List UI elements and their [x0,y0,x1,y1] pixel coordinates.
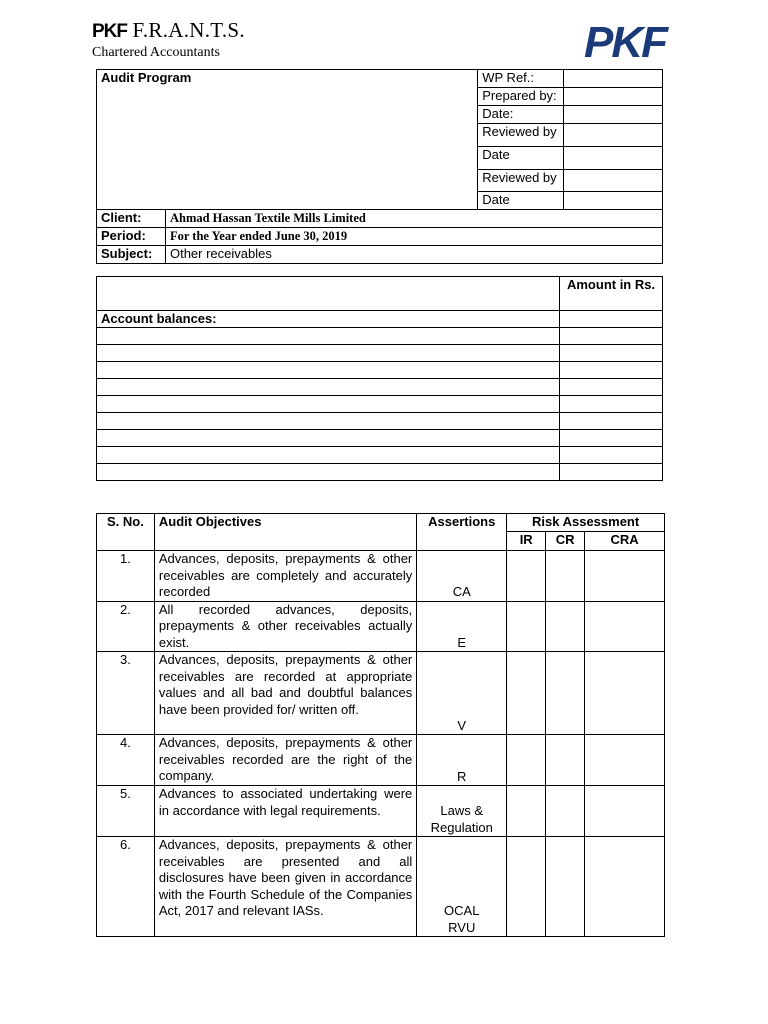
cr-cell [546,652,585,735]
reviewed-by-label-2: Reviewed by [478,170,564,192]
account-balances-label: Account balances: [97,311,560,328]
cra-cell [585,786,665,837]
objective-row [97,652,665,735]
balance-row [97,430,663,447]
ir-header: IR [507,532,546,551]
date-value-1 [564,106,663,124]
period-value: For the Year ended June 30, 2019 [165,228,662,246]
objective-text: Advances, deposits, prepayments & other receivables recorded are the right of the company. [154,735,416,786]
prepared-by-label: Prepared by: [478,88,564,106]
ir-cell [507,837,546,937]
cr-cell [546,601,585,652]
cra-cell [585,551,665,602]
objective-sno: 1. [97,551,155,602]
balance-row [97,345,663,362]
objective-assertion: E [417,601,507,652]
reviewed-by-value-1 [564,124,663,147]
subject-label: Subject: [97,246,166,264]
firm-header [92,18,245,61]
objective-row [97,601,665,652]
date-value-2 [564,147,663,170]
objective-sno: 2. [97,601,155,652]
objectives-header: Audit Objectives [154,514,416,551]
wp-ref-value [564,70,663,88]
ir-cell [507,551,546,602]
balance-row [97,413,663,430]
cra-cell [585,601,665,652]
audit-program-info-table [96,69,663,264]
prepared-by-value [564,88,663,106]
cr-cell [546,786,585,837]
objective-text: All recorded advances, deposits, prepayments & other receivables actually exist. [154,601,416,652]
account-balances-table [96,276,663,481]
balance-row [97,362,663,379]
audit-objectives-table [96,513,665,937]
reviewed-by-value-2 [564,170,663,192]
cra-header: CRA [585,532,665,551]
objective-row [97,786,665,837]
balance-row [97,447,663,464]
pkf-logo-text: PKF [584,18,666,67]
audit-program-title: Audit Program [97,70,478,210]
objective-assertion: CA [417,551,507,602]
balance-row [97,379,663,396]
date-label-3: Date [478,192,564,210]
assertions-header: Assertions [417,514,507,551]
sno-header: S. No. [97,514,155,551]
period-label: Period: [97,228,166,246]
cr-header: CR [546,532,585,551]
pkf-logo [584,18,680,68]
firm-subtitle: Chartered Accountants [92,45,220,60]
ir-cell [507,786,546,837]
balance-row [97,464,663,481]
risk-assessment-header: Risk Assessment [507,514,665,532]
cra-cell [585,735,665,786]
balance-amount [560,311,663,328]
balance-row [97,328,663,345]
objective-text: Advances, deposits, prepayments & other receivables are completely and accurately recorded [154,551,416,602]
firm-name: PKF F.R.A.N.T.S. [92,18,245,42]
objective-assertion: R [417,735,507,786]
ir-cell [507,601,546,652]
objective-assertion: V [417,652,507,735]
wp-ref-label: WP Ref.: [478,70,564,88]
reviewed-by-label-1: Reviewed by [478,124,564,147]
date-label-1: Date: [478,106,564,124]
objective-assertion: Laws & Regulation [417,786,507,837]
objective-text: Advances, deposits, prepayments & other receivables are presented and all disclosures have been given in accordance with the Fourth Schedule of the Companies Act, 2017 and relevant IASs. [154,837,416,937]
ir-cell [507,652,546,735]
cr-cell [546,735,585,786]
objective-text: Advances, deposits, prepayments & other receivables are recorded at appropriate values and all bad and doubtful balances have been provided for/ written off. [154,652,416,735]
subject-value: Other receivables [165,246,662,264]
amount-header: Amount in Rs. [560,277,663,311]
objective-assertion: OCAL RVU [417,837,507,937]
objective-sno: 5. [97,786,155,837]
objective-row [97,735,665,786]
balance-row [97,396,663,413]
cra-cell [585,652,665,735]
cr-cell [546,551,585,602]
ir-cell [507,735,546,786]
cra-cell [585,837,665,937]
objective-row [97,837,665,937]
date-value-3 [564,192,663,210]
objective-sno: 4. [97,735,155,786]
client-label: Client: [97,210,166,228]
objective-text: Advances to associated undertaking were in accordance with legal requirements. [154,786,416,837]
date-label-2: Date [478,147,564,170]
client-value: Ahmad Hassan Textile Mills Limited [165,210,662,228]
objective-sno: 6. [97,837,155,937]
cr-cell [546,837,585,937]
objective-row [97,551,665,602]
objective-sno: 3. [97,652,155,735]
balances-header-blank [97,277,560,311]
